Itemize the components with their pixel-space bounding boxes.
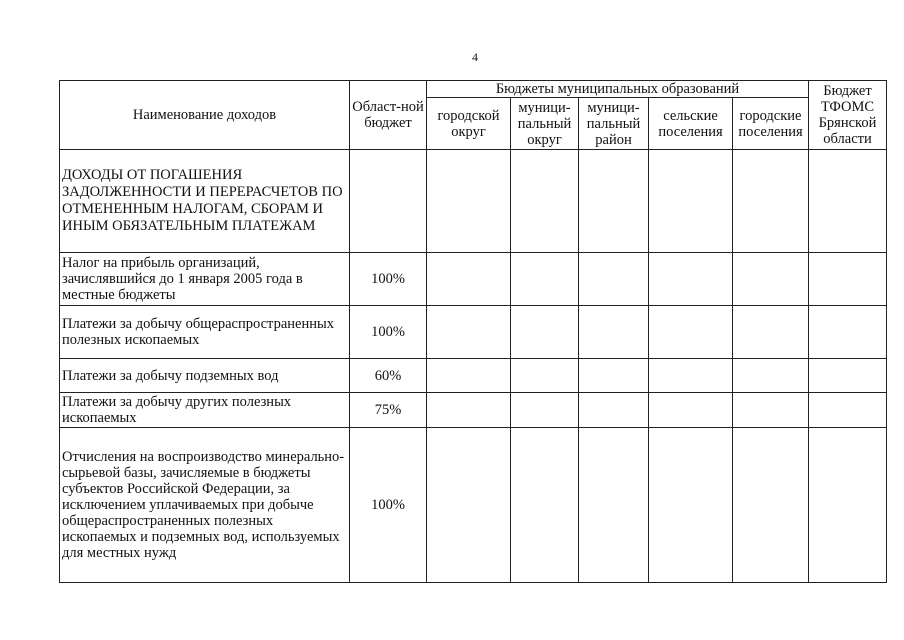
- row-regional: 100%: [350, 253, 427, 306]
- row-name: Отчисления на воспроизводство минерально-сырьевой базы, зачисляемые в бюджеты субъектов Российской Федерации, за исключением уплачиваемых при добыче общераспространенных полезных ископаемых и подземных вод, используемых для местных нужд: [60, 428, 350, 583]
- header-city-district: городской округ: [427, 98, 511, 150]
- table-row: [60, 306, 887, 359]
- table-row: [60, 150, 887, 253]
- header-regional: Област-ной бюджет: [350, 81, 427, 150]
- row-regional: [350, 150, 427, 253]
- row-regional: 75%: [350, 393, 427, 428]
- header-municipal-area: муници-пальный район: [579, 98, 649, 150]
- table-row: [60, 393, 887, 428]
- row-name: Налог на прибыль организаций, зачислявшийся до 1 января 2005 года в местные бюджеты: [60, 253, 350, 306]
- row-regional: 60%: [350, 359, 427, 393]
- page-number: 4: [472, 50, 478, 64]
- header-rural-settlements: сельские поселения: [649, 98, 733, 150]
- header-name: Наименование доходов: [60, 81, 350, 150]
- row-name: Платежи за добычу общераспространенных полезных ископаемых: [60, 306, 350, 359]
- header-urban-settlements: городские поселения: [733, 98, 809, 150]
- revenue-distribution-table: [59, 80, 887, 583]
- table-row: [60, 253, 887, 306]
- header-tfoms: Бюджет ТФОМС Брянской области: [809, 81, 887, 150]
- header-municipal-district: муници-пальный округ: [511, 98, 579, 150]
- table-row: [60, 359, 887, 393]
- row-name: Платежи за добычу других полезных ископаемых: [60, 393, 350, 428]
- header-row-top: [60, 81, 887, 98]
- row-regional: 100%: [350, 428, 427, 583]
- row-name: Платежи за добычу подземных вод: [60, 359, 350, 393]
- table-row: [60, 428, 887, 583]
- row-regional: 100%: [350, 306, 427, 359]
- row-name: ДОХОДЫ ОТ ПОГАШЕНИЯ ЗАДОЛЖЕННОСТИ И ПЕРЕРАСЧЕТОВ ПО ОТМЕНЕННЫМ НАЛОГАМ, СБОРАМ И ИНЫМ ОБЯЗАТЕЛЬНЫМ ПЛАТЕЖАМ: [60, 150, 350, 253]
- header-municipal-group: Бюджеты муниципальных образований: [427, 81, 809, 98]
